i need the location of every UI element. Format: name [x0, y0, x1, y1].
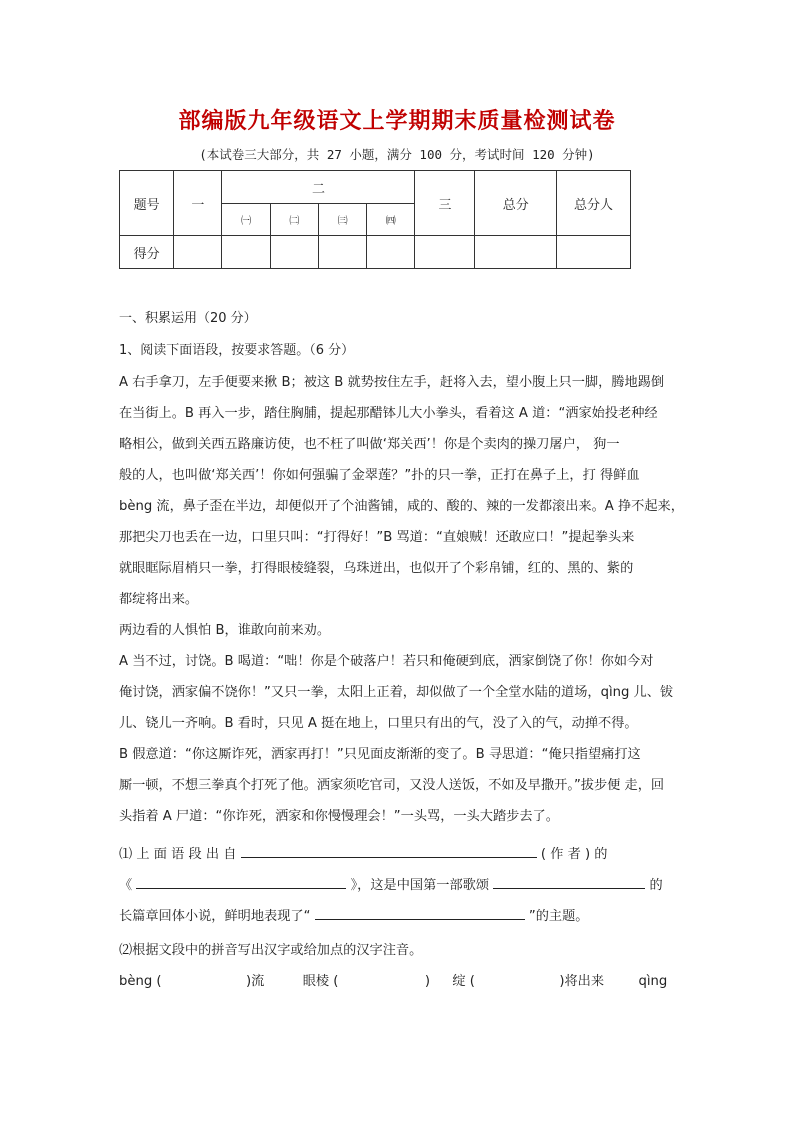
question-1-heading: 1、阅读下面语段，按要求答题。（6 分） — [119, 343, 355, 358]
header-part-2: 二 — [222, 171, 415, 204]
question-1-2 — [119, 935, 675, 997]
passage-line: 儿、铙儿一齐响。B 看时，只见 A 挺在地上，口里只有出的气，没了入的气，动掸不得。 — [119, 716, 638, 731]
q1-2-item: )流 — [245, 974, 265, 989]
page-title: 部编版九年级语文上学期期末质量检测试卷 — [178, 108, 616, 134]
reading-passage — [119, 367, 684, 832]
passage-line: B 假意道：“你这厮诈死，洒家再打！”只见面皮渐渐的变了。B 寻思道：“俺只指望痛打这 — [119, 747, 641, 762]
score-table — [119, 170, 631, 269]
header-part-1: 一 — [174, 171, 222, 236]
score-cell[interactable] — [367, 236, 415, 269]
q1-1-bracket-open: 《 — [119, 878, 133, 893]
q1-2-item: )将出来 — [559, 974, 605, 989]
score-cell[interactable] — [415, 236, 475, 269]
q1-2-item: ) — [424, 974, 430, 989]
q1-1-text: ”的主题。 — [528, 909, 589, 924]
q1-2-text: ⑵根据文段中的拼音写出汉字或给加点的汉字注音。 — [119, 943, 423, 958]
theme-blank[interactable] — [315, 905, 525, 920]
header-sub-1: ㈠ — [222, 204, 270, 236]
passage-line: 俺讨饶，洒家偏不饶你！”又只一拳，太阳上正着，却似做了一个全堂水陆的道场，qìng 儿、钹 — [119, 685, 674, 700]
header-total: 总分 — [475, 171, 557, 236]
q1-2-item: 眼棱 ( — [302, 974, 339, 989]
passage-line: 在当街上。B 再入一步，踏住胸脯，提起那醋钵儿大小拳头，看着这 A 道：“洒家始投老种经 — [119, 406, 658, 421]
exam-subtitle: (本试卷三大部分，共 27 小题，满分 100 分，考试时间 120 分钟) — [199, 147, 595, 162]
header-sub-4: ㈣ — [367, 204, 415, 236]
q1-2-item: bèng ( — [119, 974, 162, 989]
q1-2-item: 绽 ( — [452, 974, 475, 989]
header-sub-2: ㈡ — [270, 204, 318, 236]
passage-line: 般的人，也叫做‘郑关西’！你如何强骗了金翠莲？”扑的只一拳，正打在鼻子上，打 得鲜血 — [119, 468, 640, 483]
q1-1-text: 长篇章回体小说，鲜明地表现了“ — [119, 909, 311, 924]
passage-line: 那把尖刀也丢在一边，口里只叫：“打得好！”B 骂道：“直娘贼！还敢应口！”提起拳头来 — [119, 530, 635, 545]
passage-line: 就眼眶际眉梢只一拳，打得眼棱缝裂，乌珠迸出，也似开了个彩帛铺，红的、黑的、紫的 — [119, 561, 634, 576]
q1-1-text: 的 — [649, 878, 663, 893]
section-heading: 一、积累运用（20 分） — [119, 311, 257, 326]
passage-line: bèng 流，鼻子歪在半边，却便似开了个油酱铺，咸的、酸的、辣的一发都滚出来。A 挣不起来， — [119, 499, 684, 514]
source-blank[interactable] — [241, 843, 537, 858]
q1-1-text: 》，这是中国第一部歌颂 — [350, 878, 490, 893]
row-score-label: 得分 — [120, 236, 174, 269]
q1-1-text: ⑴ 上 面 语 段 出 自 — [119, 847, 237, 862]
passage-line: 两边看的人惧怕 B，谁敢向前来劝。 — [119, 623, 331, 638]
theme-subject-blank[interactable] — [493, 874, 645, 889]
passage-line: 都绽将出来。 — [119, 592, 199, 607]
score-cell[interactable] — [557, 236, 631, 269]
header-tihao: 题号 — [120, 171, 174, 236]
q1-1-author: ( 作 者 ) 的 — [540, 847, 608, 862]
score-cell[interactable] — [174, 236, 222, 269]
q1-2-item: qìng — [638, 974, 668, 989]
score-cell[interactable] — [270, 236, 318, 269]
question-1-1 — [119, 839, 675, 932]
passage-line: A 右手拿刀，左手便要来揪 B；被这 B 就势按住左手，赶将入去，望小腹上只一脚，腾地踢倒 — [119, 375, 665, 390]
score-cell[interactable] — [318, 236, 366, 269]
header-part-3: 三 — [415, 171, 475, 236]
passage-line: A 当不过，讨饶。B 喝道：“咄！你是个破落户！若只和俺硬到底，洒家倒饶了你！你如今对 — [119, 654, 654, 669]
passage-line: 厮一顿，不想三拳真个打死了他。洒家须吃官司，又没人送饭，不如及早撒开。”拔步便 走，回 — [119, 778, 665, 793]
passage-line: 略相公，做到关西五路廉访使，也不枉了叫做‘郑关西’！你是个卖肉的操刀屠户， 狗一 — [119, 437, 620, 452]
header-sub-3: ㈢ — [318, 204, 366, 236]
passage-line: 头指着 A 尸道：“你诈死，洒家和你慢慢理会！”一头骂，一头大踏步去了。 — [119, 809, 559, 824]
score-cell[interactable] — [475, 236, 557, 269]
header-scorer: 总分人 — [557, 171, 631, 236]
book-title-blank[interactable] — [136, 874, 346, 889]
score-cell[interactable] — [222, 236, 270, 269]
